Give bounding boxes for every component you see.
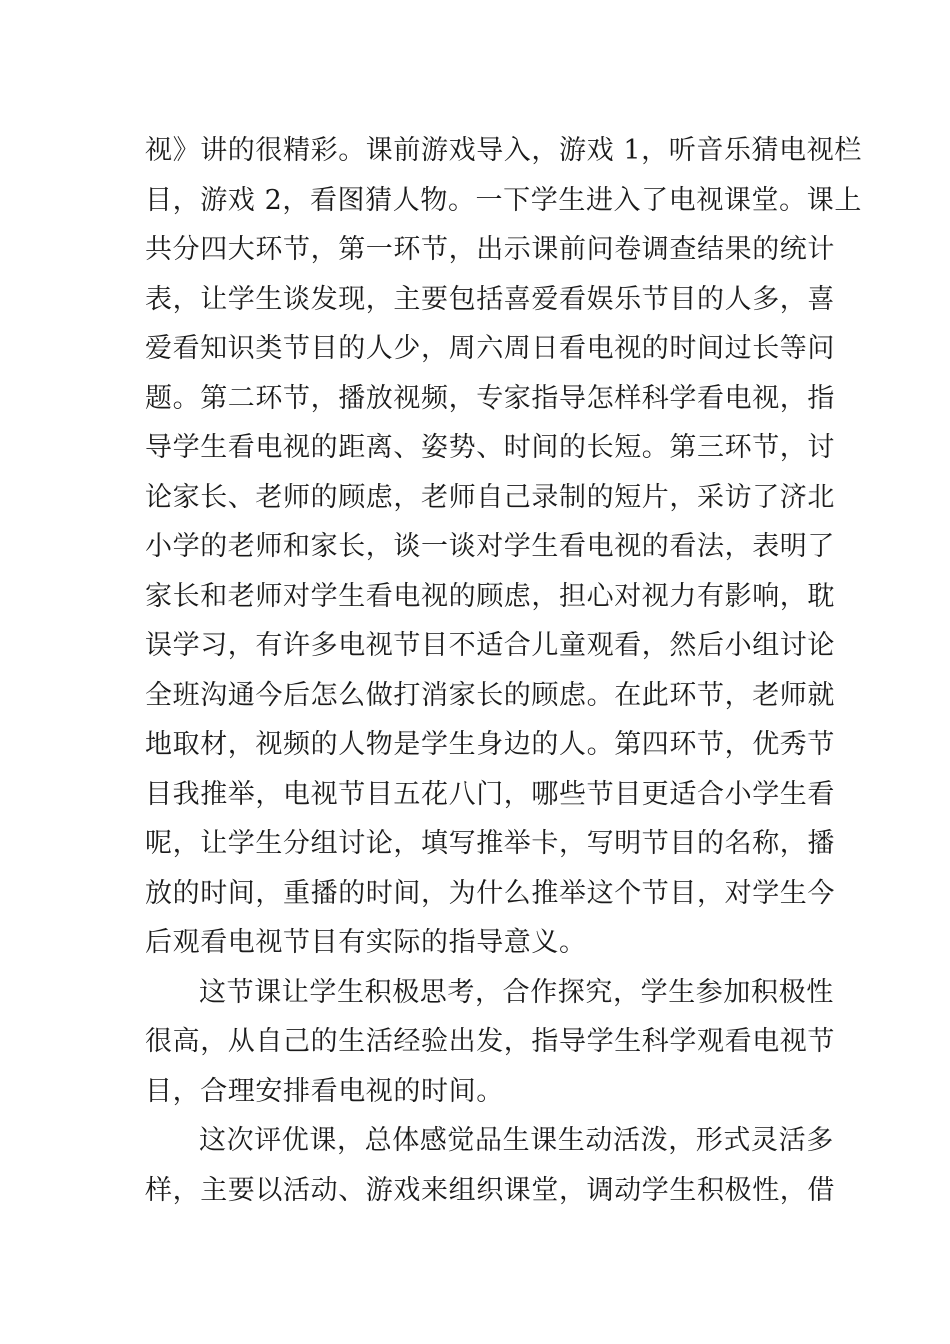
text-line: 很高，从自己的生活经验出发，指导学生科学观看电视节 <box>145 1026 835 1057</box>
document-body <box>145 126 862 1215</box>
text-line: 题。第二环节，播放视频，专家指导怎样科学看电视，指 <box>145 382 835 414</box>
text-line: 误学习，有许多电视节目不适合儿童观看，然后小组讨论 <box>145 630 835 661</box>
text-line: 样，主要以活动、游戏来组织课堂，调动学生积极性，借 <box>145 1174 835 1206</box>
text-line: 地取材，视频的人物是学生身边的人。第四环节，优秀节 <box>145 729 835 760</box>
text-line: 呢，让学生分组讨论，填写推举卡，写明节目的名称，播 <box>145 828 835 859</box>
text-line: 共分四大环节，第一环节，出示课前问卷调查结果的统计 <box>145 234 835 265</box>
text-line: 目，游戏 2，看图猜人物。一下学生进入了电视课堂。课上 <box>145 184 862 216</box>
text-line: 导学生看电视的距离、姿势、时间的长短。第三环节，讨 <box>145 432 835 463</box>
text-line: 目，合理安排看电视的时间。 <box>145 1075 504 1107</box>
text-line: 论家长、老师的顾虑，老师自己录制的短片，采访了济北 <box>145 481 835 513</box>
text-line: 家长和老师对学生看电视的顾虑，担心对视力有影响，耽 <box>145 580 835 612</box>
text-line: 放的时间，重播的时间，为什么推举这个节目，对学生今 <box>145 877 835 909</box>
text-line: 后观看电视节目有实际的指导意义。 <box>145 927 587 958</box>
text-line: 全班沟通今后怎么做打消家长的顾虑。在此环节，老师就 <box>145 679 835 711</box>
text-line: 目我推举，电视节目五花八门，哪些节目更适合小学生看 <box>145 778 835 810</box>
paragraph-start-line: 这节课让学生积极思考，合作探究，学生参加积极性 <box>199 976 834 1008</box>
text-line: 小学的老师和家长，谈一谈对学生看电视的看法，表明了 <box>145 531 835 562</box>
text-line: 表，让学生谈发现，主要包括喜爱看娱乐节目的人多，喜 <box>145 283 835 315</box>
paragraph-start-line: 这次评优课，总体感觉品生课生动活泼，形式灵活多 <box>199 1125 834 1156</box>
text-line: 爱看知识类节目的人少，周六周日看电视的时间过长等问 <box>145 333 835 364</box>
text-line: 视》讲的很精彩。课前游戏导入，游戏 1，听音乐猜电视栏 <box>145 135 862 166</box>
